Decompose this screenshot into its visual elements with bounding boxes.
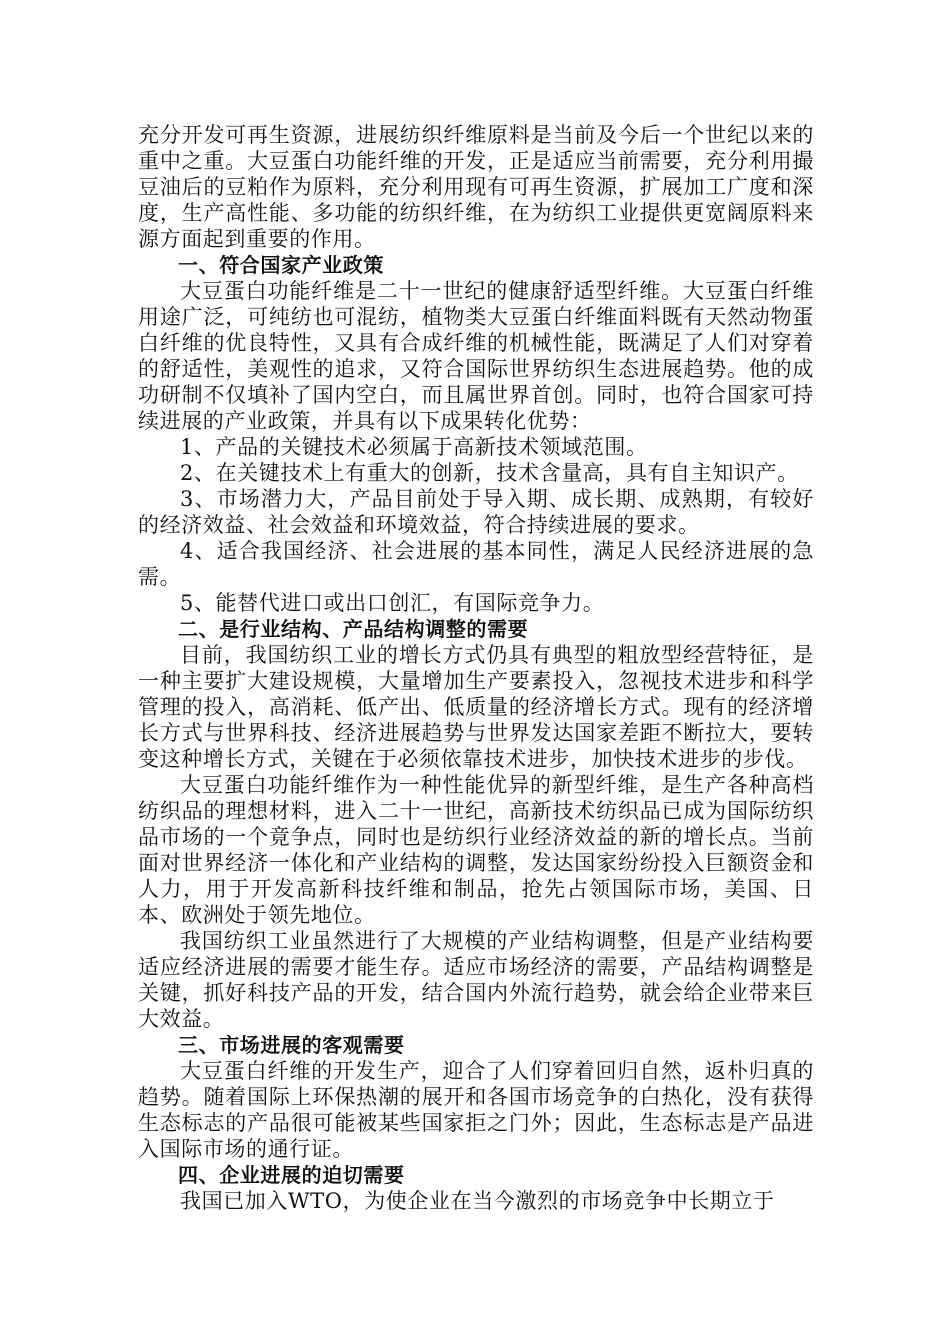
section-2-paragraph-3: 我国纺织工业虽然进行了大规模的产业结构调整，但是产业结构要适应经济进展的需要才能生存。适应市场经济的需要，产品结构调整是关键，抓好科技产品的开发，结合国内外流行趋势，就会给企业带来巨大效益。 bbox=[138, 929, 814, 1031]
list-item-3: 3、市场潜力大，产品目前处于导入期、成长期、成熟期，有较好的经济效益、社会效益和环境效益，符合持续进展的要求。 bbox=[138, 487, 814, 537]
list-item-5: 5、能替代进口或出口创汇，有国际竞争力。 bbox=[180, 591, 605, 615]
intro-paragraph: 充分开发可再生资源，进展纺织纤维原料是当前及今后一个世纪以来的重中之重。大豆蛋白功能纤维的开发，正是适应当前需要，充分利用撮豆油后的豆粕作为原料，充分利用现有可再生资源，扩展加工广度和深度，生产高性能、多功能的纺织纤维，在为纺织工业提供更宽阔原料来源方面起到重要的作用。 bbox=[138, 123, 814, 251]
section-1-heading: 一、符合国家产业政策 bbox=[178, 253, 384, 277]
section-3-paragraph: 大豆蛋白纤维的开发生产，迎合了人们穿着回归自然，返朴归真的趋势。随着国际上环保热潮的展开和各国市场竞争的白热化，没有获得生态标志的产品很可能被某些国家拒之门外；因此，生态标志是产品进入国际市场的通行证。 bbox=[138, 1059, 814, 1161]
section-2-heading: 二、是行业结构、产品结构调整的需要 bbox=[178, 617, 529, 641]
section-3-heading: 三、市场进展的客观需要 bbox=[178, 1033, 405, 1057]
section-2-paragraph-1: 目前，我国纺织工业的增长方式仍具有典型的粗放型经营特征，是一种主要扩大建设规模，大量增加生产要素投入，忽视技术进步和科学管理的投入，高消耗、低产出、低质量的经济增长方式。现有的经济增长方式与世界科技、经济进展趋势与世界发达国家差距不断拉大，要转变这种增长方式，关键在于必须依靠技术进步，加快技术进步的步伐。 bbox=[138, 643, 814, 771]
list-item-2: 2、在关键技术上有重大的创新，技术含量高，具有自主知识产。 bbox=[180, 461, 799, 485]
list-item-4: 4、适合我国经济、社会进展的基本同性，满足人民经济进展的急需。 bbox=[138, 539, 814, 589]
section-2-paragraph-2: 大豆蛋白功能纤维作为一种性能优异的新型纤维，是生产各种高档纺织品的理想材料，进入二十一世纪，高新技术纺织品已成为国际纺织品市场的一个竟争点，同时也是纺织行业经济效益的新的增长点。当前面对世界经济一体化和产业结构的调整，发达国家纷纷投入巨额资金和人力，用于开发高新科技纤维和制品，抢先占领国际市场，美国、日本、欧洲处于领先地位。 bbox=[138, 773, 814, 927]
section-4-paragraph: 我国已加入WTO，为使企业在当今激烈的市场竞争中长期立于 bbox=[180, 1189, 775, 1213]
document-body bbox=[138, 122, 814, 1214]
section-1-paragraph: 大豆蛋白功能纤维是二十一世纪的健康舒适型纤维。大豆蛋白纤维用途广泛，可纯纺也可混纺，植物类大豆蛋白纤维面料既有天然动物蛋白纤维的优良特性，又具有合成纤维的机械性能，既满足了人们对穿着的舒适性，美观性的追求，又符合国际世界纺织生态进展趋势。他的成功研制不仅填补了国内空白，而且属世界首创。同时，也符合国家可持续进展的产业政策，并具有以下成果转化优势： bbox=[138, 279, 814, 433]
list-item-1: 1、产品的关键技术必须属于高新技术领域范围。 bbox=[180, 435, 648, 459]
section-4-heading: 四、企业进展的迫切需要 bbox=[178, 1163, 405, 1187]
